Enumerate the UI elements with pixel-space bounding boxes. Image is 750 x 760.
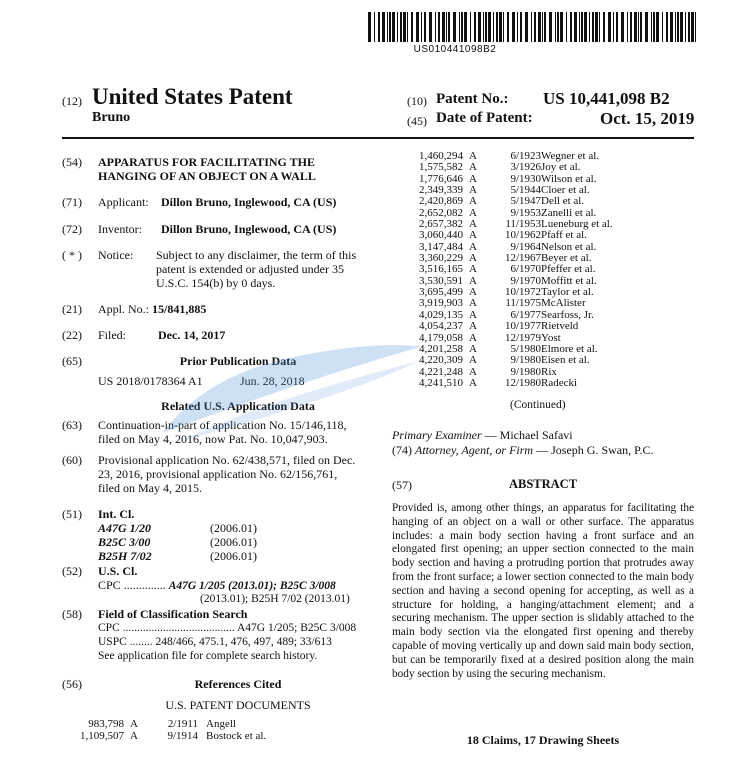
examiner-row [392, 428, 573, 443]
reference-number: 3,060,440 [419, 229, 463, 242]
reference-date: 10/1962 [504, 229, 541, 242]
reference-name: Yost [541, 331, 561, 344]
barcode-bar [517, 12, 518, 42]
reference-name: Elmore et al. [541, 342, 598, 355]
int-cl-row [98, 521, 378, 535]
int-cl-year: (2006.01) [210, 535, 257, 549]
bottom-references [62, 718, 362, 742]
barcode-bar [638, 12, 639, 42]
barcode-bar [592, 12, 594, 42]
reference-kind: A [130, 730, 138, 742]
int-cl-row [98, 549, 378, 563]
us-docs-label: U.S. PATENT DOCUMENTS [165, 698, 311, 712]
attorney-row [392, 443, 653, 458]
continuation-line-1: Continuation-in-part of application No. 15/146,118, [98, 418, 347, 432]
notice-label: Notice: [98, 248, 134, 262]
us-cl-label: U.S. Cl. [98, 564, 138, 578]
barcode-bar [389, 12, 391, 42]
barcode-bar [630, 12, 632, 42]
barcode-bar [534, 12, 536, 42]
reference-kind: A [469, 172, 477, 185]
barcode-bar [503, 12, 504, 42]
reference-number: 3,147,484 [419, 240, 463, 253]
references-label: References Cited [194, 677, 282, 691]
cpc-dots: .............. [123, 578, 166, 592]
barcode-bar [378, 12, 380, 42]
date-of-patent-label: Date of Patent: [436, 110, 533, 126]
int-cl-row [98, 535, 378, 549]
barcode-bar [589, 12, 590, 42]
abstract-code: (57) [392, 478, 412, 492]
barcode-bar [507, 12, 509, 42]
reference-kind: A [469, 320, 477, 333]
reference-kind: A [469, 263, 477, 276]
barcode-bar [616, 12, 618, 42]
barcode-bar [555, 12, 556, 42]
barcode-bar [442, 12, 445, 42]
reference-name: Pfaff et al. [541, 229, 587, 242]
reference-name: Rietveld [541, 320, 579, 333]
reference-kind: A [469, 206, 477, 219]
reference-kind: A [469, 331, 477, 344]
barcode-bar [403, 12, 406, 42]
reference-number: 983,798 [88, 718, 124, 730]
reference-name: Dell et al. [541, 195, 585, 208]
reference-name: Wilson et al. [541, 172, 597, 185]
patent-no-label: Patent No.: [436, 91, 509, 107]
reference-date: 9/1914 [167, 730, 198, 742]
barcode-bar [574, 12, 577, 42]
provisional-line-2: 23, 2016, provisional application No. 62/156,761, [98, 467, 338, 481]
barcode-bar [382, 12, 385, 42]
reference-date: 9/1953 [510, 206, 541, 219]
reference-name: Rix [541, 365, 557, 378]
reference-date: 5/1947 [510, 195, 541, 208]
barcode-bar [397, 12, 398, 42]
claims-sheets: 18 Claims, 17 Drawing Sheets [466, 733, 620, 747]
related-heading: Related U.S. Application Data [161, 399, 315, 413]
reference-kind: A [469, 252, 477, 265]
reference-name: Zanelli et al. [541, 206, 597, 219]
barcode-bar [474, 12, 476, 42]
barcode-bar [581, 12, 583, 42]
reference-number: 4,201,258 [419, 342, 463, 355]
barcode-bar [483, 12, 484, 42]
barcode-bar [560, 12, 563, 42]
prior-pub-number: US 2018/0178364 A1 [98, 374, 203, 388]
applicant-label: Applicant: [98, 195, 149, 209]
reference-date: 12/1980 [504, 376, 541, 389]
barcode-bar [549, 12, 552, 42]
reference-number: 1,460,294 [419, 150, 463, 162]
barcode-bar [392, 12, 395, 42]
barcode-bar [435, 12, 436, 42]
reference-date: 12/1979 [504, 331, 541, 344]
barcode-bar [407, 12, 408, 42]
cpc-label: CPC [98, 578, 121, 592]
barcode-bar [566, 12, 567, 42]
barcode-bar [651, 12, 652, 42]
barcode-bar [478, 12, 481, 42]
reference-kind: A [469, 150, 477, 162]
reference-row [62, 718, 362, 730]
reference-kind: A [469, 240, 477, 253]
barcode-bar [493, 12, 494, 42]
int-cl-year: (2006.01) [210, 521, 257, 535]
examiner-value: — Michael Safavi [484, 428, 573, 442]
reference-date: 5/1944 [510, 184, 541, 197]
code-45: (45) [407, 114, 427, 128]
reference-name: Eisen et al. [541, 354, 590, 367]
barcode-bar [621, 12, 624, 42]
reference-date: 10/1977 [504, 320, 541, 333]
barcode-bar [368, 12, 371, 42]
notice-line-3: U.S.C. 154(b) by 0 days. [156, 276, 276, 290]
reference-date: 9/1980 [510, 365, 541, 378]
continuation-code: (63) [62, 418, 82, 432]
reference-kind: A [469, 308, 477, 321]
barcode-bar [579, 12, 580, 42]
reference-name: Angell [206, 718, 236, 730]
barcode-bar [677, 12, 679, 42]
reference-number: 4,179,058 [419, 331, 463, 344]
title-line-1: APPARATUS FOR FACILITATING THE [98, 155, 316, 169]
barcode-bar [670, 12, 673, 42]
barcode-bar [446, 12, 447, 42]
barcode-bar [448, 12, 450, 42]
barcode-bar [570, 12, 572, 42]
barcode-bar [453, 12, 456, 42]
document-type: United States Patent [92, 84, 293, 109]
prior-code: (65) [62, 354, 82, 368]
barcode-number: US010441098B2 [413, 44, 497, 55]
barcode-bar [691, 12, 694, 42]
examiner-label: Primary Examiner [392, 428, 482, 442]
reference-number: 1,109,507 [80, 730, 124, 742]
cpc-line-2: (2013.01); B25H 7/02 (2013.01) [200, 593, 350, 605]
abstract-text: Provided is, among other things, an apparatus for facilitating the hanging of an object on a wall or other surface. The apparatus includes: a main body section having a front surface and an elongated first opening; an upper section connected to the main body section and having a protruding portion that protrudes away from the front surface; a lower section connected to the main body section and having a second opening for accepting, as well as a structure for holding, a hanging/attachment element; and a securing mechanism. The upper section is slidably attached to the main body section via the elongated first opening and thereby capable of moving vertically up and down said main body section, but can be temporarily fixed at a desired position along the main body section by using the securing mechanism. [392, 502, 694, 680]
field-cpc: CPC ....................................... A47G 1/205; B25C 3/008 [98, 622, 357, 634]
reference-date: 11/1953 [505, 218, 541, 231]
field-label: Field of Classification Search [98, 607, 248, 621]
barcode-bar [695, 12, 696, 42]
reference-number: 1,575,582 [419, 161, 463, 174]
barcode-bar [416, 12, 419, 42]
barcode-bar [584, 12, 587, 42]
barcode-bar [634, 12, 637, 42]
barcode-bar [400, 12, 402, 42]
code-12: (12) [62, 94, 82, 108]
reference-number: 4,241,510 [419, 376, 463, 389]
filed-value: Dec. 14, 2017 [158, 328, 226, 342]
provisional-code: (60) [62, 453, 82, 467]
reference-number: 3,695,499 [419, 286, 463, 299]
reference-date: 11/1975 [505, 297, 541, 310]
cpc-codes: A47G 1/205 (2013.01); B25C 3/008 [168, 580, 336, 592]
notice-code: ( * ) [62, 248, 82, 262]
reference-date: 12/1967 [504, 252, 541, 265]
barcode-bar [640, 12, 642, 42]
barcode-bar [675, 12, 676, 42]
reference-number: 3,919,903 [419, 297, 463, 310]
reference-date: 6/1923 [510, 150, 541, 162]
barcode-bar [429, 12, 432, 42]
barcode-bar [680, 12, 683, 42]
barcode-bar [542, 12, 543, 42]
patent-number: US 10,441,098 B2 [543, 89, 670, 108]
applicant-value: Dillon Bruno, Inglewood, CA (US) [161, 195, 337, 209]
barcode-bar [485, 12, 487, 42]
notice-line-1: Subject to any disclaimer, the term of this [156, 248, 357, 262]
barcode-bar [662, 12, 663, 42]
barcode-bar [608, 12, 611, 42]
references-code: (56) [62, 677, 82, 691]
barcode-bar [496, 12, 498, 42]
reference-date: 6/1977 [510, 308, 541, 321]
reference-kind: A [469, 161, 477, 174]
reference-name: Joy et al. [541, 161, 581, 174]
appl-value: 15/841,885 [152, 302, 207, 316]
int-cl-year: (2006.01) [210, 549, 257, 563]
reference-name: Moffitt et al. [541, 274, 597, 287]
reference-kind: A [130, 718, 138, 730]
reference-number: 2,349,339 [419, 184, 463, 197]
barcode [368, 12, 696, 42]
reference-number: 2,652,082 [419, 206, 463, 219]
inventor-surname: Bruno [92, 110, 131, 125]
barcode-bar [438, 12, 440, 42]
reference-number: 4,054,237 [419, 320, 463, 333]
int-cl-code-value: B25C 3/00 [98, 535, 151, 549]
reference-kind: A [469, 218, 477, 231]
reference-kind: A [469, 297, 477, 310]
barcode-bar [531, 12, 532, 42]
barcode-bar [499, 12, 502, 42]
abstract-heading: ABSTRACT [508, 477, 578, 491]
reference-date: 2/1911 [167, 718, 198, 730]
barcode-bar [387, 12, 388, 42]
reference-kind: A [469, 184, 477, 197]
appl-label: Appl. No.: [98, 302, 149, 316]
reference-date: 10/1972 [504, 286, 541, 299]
applicant-code: (71) [62, 195, 82, 209]
barcode-bar [599, 12, 600, 42]
continued-label: (Continued) [510, 399, 566, 411]
reference-number: 4,029,135 [419, 308, 463, 321]
title-line-2: HANGING OF AN OBJECT ON A WALL [98, 169, 316, 183]
barcode-bar [464, 12, 467, 42]
field-code: (58) [62, 607, 82, 621]
reference-name: Bostock et al. [206, 730, 267, 742]
reference-date: 5/1980 [510, 342, 541, 355]
barcode-bar [544, 12, 546, 42]
filed-label: Filed: [98, 328, 127, 342]
continuation-line-2: filed on May 4, 2016, now Pat. No. 10,047,903. [98, 432, 328, 446]
field-note: See application file for complete search history. [98, 650, 318, 662]
reference-kind: A [469, 376, 477, 389]
reference-name: Nelson et al. [541, 240, 597, 253]
prior-heading: Prior Publication Data [179, 354, 297, 368]
barcode-bar [374, 12, 375, 42]
reference-number: 3,530,591 [419, 274, 463, 287]
barcode-bar [603, 12, 605, 42]
barcode-bar [525, 12, 528, 42]
reference-row [62, 730, 362, 742]
reference-date: 9/1980 [510, 354, 541, 367]
barcode-bar [595, 12, 598, 42]
barcode-bar [424, 12, 426, 42]
inventor-value: Dillon Bruno, Inglewood, CA (US) [161, 222, 337, 236]
reference-kind: A [469, 354, 477, 367]
inventor-code: (72) [62, 222, 82, 236]
reference-number: 2,657,382 [419, 218, 463, 231]
inventor-label: Inventor: [98, 222, 142, 236]
appl-code: (21) [62, 302, 82, 316]
reference-number: 4,220,309 [419, 354, 463, 367]
barcode-bar [411, 12, 413, 42]
reference-name: Beyer et al. [541, 252, 592, 265]
barcode-bar [461, 12, 463, 42]
reference-number: 4,221,248 [419, 365, 463, 378]
notice-line-2: patent is extended or adjusted under 35 [156, 262, 344, 276]
provisional-line-3: filed on May 4, 2015. [98, 481, 202, 495]
reference-kind: A [469, 342, 477, 355]
reference-number: 3,516,165 [419, 263, 463, 276]
reference-name: McAlister [541, 297, 586, 310]
int-cl-code-value: A47G 1/20 [98, 521, 152, 535]
reference-number: 1,776,646 [419, 172, 463, 185]
reference-kind: A [469, 365, 477, 378]
reference-date: 3/1926 [510, 161, 541, 174]
reference-date: 6/1970 [510, 263, 541, 276]
attorney-value: — Joseph G. Swan, P.C. [536, 443, 654, 457]
attorney-code: (74) [392, 443, 412, 457]
provisional-line-1: Provisional application No. 62/438,571, filed on Dec. [98, 453, 356, 467]
barcode-bar [613, 12, 614, 42]
int-cl-label: Int. Cl. [98, 507, 135, 521]
barcode-bar [645, 12, 648, 42]
reference-date: 9/1964 [510, 240, 541, 253]
reference-name: Wegner et al. [541, 150, 600, 162]
reference-name: Radecki [541, 376, 578, 389]
reference-name: Searfoss, Jr. [541, 308, 594, 321]
barcode-bar [685, 12, 686, 42]
int-cl-code: (51) [62, 507, 82, 521]
barcode-bar [520, 12, 522, 42]
reference-kind: A [469, 274, 477, 287]
barcode-bar [421, 12, 422, 42]
barcode-bar [459, 12, 460, 42]
header-rule [62, 137, 694, 139]
barcode-bar [538, 12, 541, 42]
reference-number: 2,420,869 [419, 195, 463, 208]
title-code: (54) [62, 155, 82, 169]
barcode-bar [666, 12, 668, 42]
reference-date: 9/1930 [510, 172, 541, 185]
int-cl-code-value: B25H 7/02 [98, 549, 152, 563]
barcode-bar [470, 12, 471, 42]
barcode-bar [512, 12, 515, 42]
filed-code: (22) [62, 328, 82, 342]
barcode-bar [627, 12, 628, 42]
attorney-label: Attorney, Agent, or Firm [415, 443, 534, 457]
us-cl-code: (52) [62, 564, 82, 578]
reference-name: Cloer et al. [541, 184, 590, 197]
reference-name: Pfeffer et al. [541, 263, 596, 276]
barcode-bar [688, 12, 690, 42]
reference-kind: A [469, 229, 477, 242]
code-10: (10) [407, 94, 427, 108]
barcode-bar [653, 12, 655, 42]
barcode-bar [656, 12, 659, 42]
reference-number: 3,360,229 [419, 252, 463, 265]
reference-date: 9/1970 [510, 274, 541, 287]
prior-pub-date: Jun. 28, 2018 [240, 374, 305, 388]
barcode-bar [488, 12, 491, 42]
reference-kind: A [469, 195, 477, 208]
field-uspc: USPC ........ 248/466, 475.1, 476, 497, 489; 33/613 [98, 636, 332, 648]
barcode-bar [557, 12, 559, 42]
date-of-patent: Oct. 15, 2019 [600, 109, 695, 128]
reference-name: Taylor et al. [541, 286, 594, 299]
reference-kind: A [469, 286, 477, 299]
reference-name: Lueneburg et al. [541, 218, 613, 231]
